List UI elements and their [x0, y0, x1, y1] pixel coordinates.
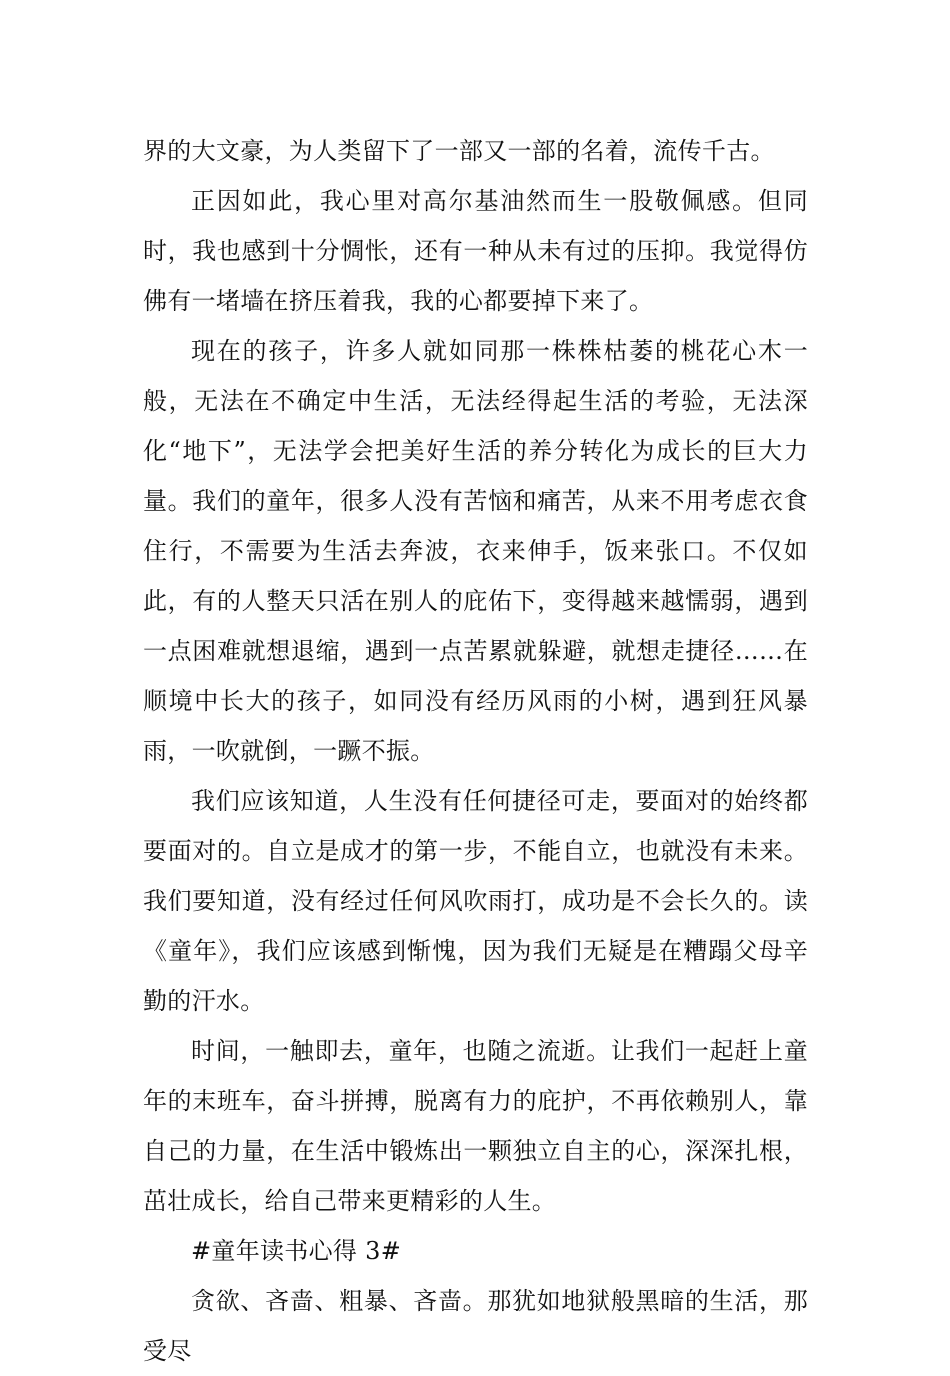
- paragraph-greed: 贪欲、吝啬、粗暴、吝啬。那犹如地狱般黑暗的生活，那受尽: [143, 1287, 808, 1365]
- paragraph-admiration: 正因如此，我心里对高尔基油然而生一股敬佩感。但同时，我也感到十分惆怅，还有一种从未有过的压抑。我觉得仿佛有一堵墙在挤压着我，我的心都要掉下来了。: [143, 187, 808, 315]
- paragraph-continuation: 界的大文豪，为人类留下了一部又一部的名着，流传千古。: [143, 137, 775, 165]
- paragraph-modern-children: 现在的孩子，许多人就如同那一株株枯萎的桃花心木一般，无法在不确定中生活，无法经得起生活的考验，无法深化“地下”，无法学会把美好生活的养分转化为成长的巨大力量。我们的童年，很多人没有苦恼和痛苦，从来不用考虑衣食住行，不需要为生活去奔波，衣来伸手，饭来张口。不仅如此，有的人整天只活在别人的庇佑下，变得越来越懦弱，遇到一点困难就想退缩，遇到一点苦累就躲避，就想走捷径……在顺境中长大的孩子，如同没有经历风雨的小树，遇到狂风暴雨，一吹就倒，一蹶不振。: [143, 337, 808, 765]
- paragraph-time-passes: 时间，一触即去，童年，也随之流逝。让我们一起赶上童年的末班车，奋斗拼搏，脱离有力的庇护，不再依赖别人，靠自己的力量，在生活中锻炼出一颗独立自主的心，深深扎根，茁壮成长，给自己带来更精彩的人生。: [143, 1037, 808, 1215]
- paragraph-self-reliance: 我们应该知道，人生没有任何捷径可走，要面对的始终都要面对的。自立是成才的第一步，不能自立，也就没有未来。我们要知道，没有经过任何风吹雨打，成功是不会长久的。读《童年》，我们应该感到惭愧，因为我们无疑是在糟蹋父母辛勤的汗水。: [143, 787, 808, 1015]
- document-body: [143, 126, 808, 1376]
- section-heading: #童年读书心得 3#: [191, 1237, 402, 1265]
